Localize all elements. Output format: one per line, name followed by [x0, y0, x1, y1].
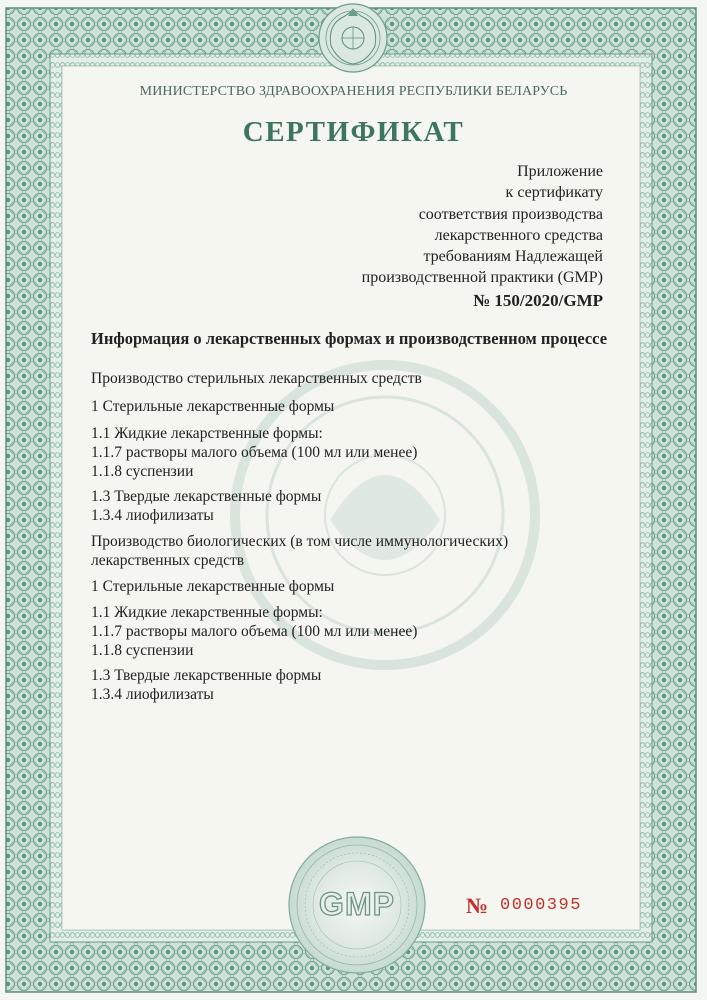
section2-liquid: 1.1 Жидкие лекарственные формы:	[91, 604, 323, 621]
gmp-logo-text: GMP	[319, 886, 395, 922]
certificate-number: № 150/2020/GMP	[473, 291, 603, 310]
section1-solid: 1.3 Твердые лекарственные формы	[91, 488, 322, 505]
state-emblem	[319, 4, 387, 72]
certificate-title: СЕРТИФИКАТ	[242, 116, 465, 148]
section1-liquid: 1.1 Жидкие лекарственные формы:	[91, 425, 323, 442]
annex-line: соответствия производства	[418, 205, 603, 223]
annex-line: Приложение	[517, 163, 603, 180]
section2-title-line2: лекарственных средств	[91, 552, 245, 569]
section1-item-118: 1.1.8 суспензии	[91, 463, 194, 480]
section1-item-117: 1.1.7 растворы малого объема (100 мл или менее)	[91, 444, 418, 461]
annex-line: требованиям Надлежащей	[423, 248, 603, 266]
section2-solid: 1.3 Твердые лекарственные формы	[91, 667, 322, 684]
info-heading: Информация о лекарственных формах и производственном процессе	[91, 329, 608, 348]
annex-block	[303, 161, 603, 289]
section2-item-118: 1.1.8 суспензии	[91, 642, 194, 659]
annex-line: производственной практики (GMP)	[361, 269, 603, 287]
annex-line: лекарственного средства	[434, 226, 603, 244]
section2-item-134: 1.3.4 лиофилизаты	[91, 686, 214, 703]
serial-label: №	[466, 893, 489, 918]
annex-line: к сертификату	[505, 184, 603, 202]
section2-item-117: 1.1.7 растворы малого объема (100 мл или менее)	[91, 623, 418, 640]
section1-title: Производство стерильных лекарственных средств	[91, 370, 422, 387]
serial-number: 0000395	[500, 896, 582, 915]
ministry-name: МИНИСТЕРСТВО ЗДРАВООХРАНЕНИЯ РЕСПУБЛИКИ БЕЛАРУСЬ	[139, 84, 568, 99]
section1-group: 1 Стерильные лекарственные формы	[91, 398, 335, 415]
section1-item-134: 1.3.4 лиофилизаты	[91, 507, 214, 524]
section2-title-line1: Производство биологических (в том числе иммунологических)	[91, 533, 509, 550]
section2-group: 1 Стерильные лекарственные формы	[91, 578, 335, 595]
